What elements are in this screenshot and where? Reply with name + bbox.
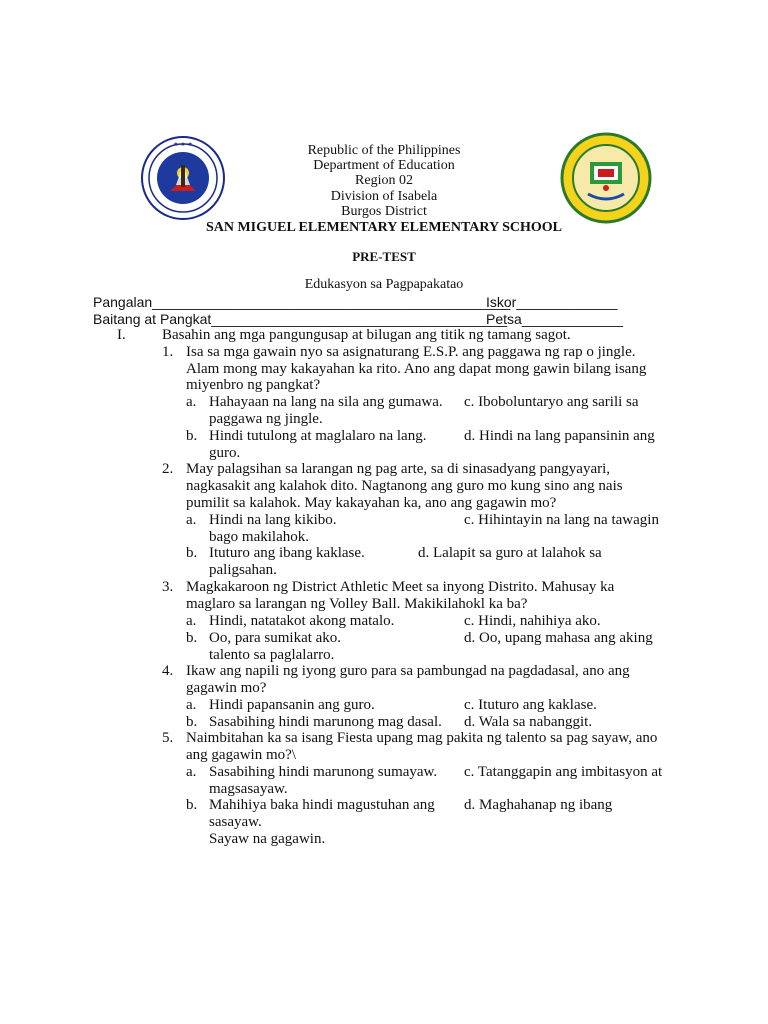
question-text-line: gagawin mo? (186, 680, 267, 696)
choice-c-text[interactable]: c. Iboboluntaryo ang sarili sa (464, 394, 639, 410)
question-text-line: maglaro sa larangan ng Volley Ball. Makikilahokl ka ba? (186, 596, 528, 612)
choice-a-continuation: paggawa ng jingle. (209, 411, 323, 427)
choice-c-text[interactable]: c. Ituturo ang kaklase. (464, 697, 597, 713)
region-line: Region 02 (355, 173, 413, 188)
choice-c-text[interactable]: c. Tatanggapin ang imbitasyon at (464, 764, 663, 780)
department-line: Department of Education (313, 158, 455, 173)
choice-a-text[interactable]: Hahayaan na lang na sila ang gumawa. (209, 394, 443, 410)
question-text-line: miyenbro ng pangkat? (186, 377, 321, 393)
choice-b-text[interactable]: Ituturo ang ibang kaklase. (209, 545, 365, 561)
choice-d-text[interactable]: d. Oo, upang mahasa ang aking (464, 630, 653, 646)
choice-b-letter[interactable]: b. (186, 630, 198, 646)
choice-a-letter[interactable]: a. (186, 697, 197, 713)
choice-a-text[interactable]: Hindi, natatakot akong matalo. (209, 613, 395, 629)
division-line: Division of Isabela (330, 189, 438, 204)
choice-a-letter[interactable]: a. (186, 394, 197, 410)
grade-section-field[interactable]: Baitang at Pangkat______________________________________ (93, 311, 508, 327)
choice-d-text[interactable]: d. Maghahanap ng ibang (464, 797, 613, 813)
date-field[interactable]: Petsa_____________ (486, 311, 624, 327)
choice-a-text[interactable]: Hindi na lang kikibo. (209, 512, 337, 528)
choice-b-letter[interactable]: b. (186, 545, 198, 561)
choice-d-text[interactable]: d. Hindi na lang papansinin ang (464, 428, 655, 444)
question-number: 5. (162, 730, 174, 746)
choice-b-continuation: talento sa paglalarro. (209, 647, 335, 663)
choice-a-text[interactable]: Sasabihing hindi marunong sumayaw. (209, 764, 438, 780)
question-text-line: Alam mong may kakayahan ka rito. Ano ang dapat mong gawin bilang isang (186, 361, 647, 377)
question-number: 3. (162, 579, 174, 595)
choice-a-text[interactable]: Hindi papansanin ang guro. (209, 697, 375, 713)
choice-b-text[interactable]: Sasabihing hindi marunong mag dasal. (209, 714, 442, 730)
choice-a-letter[interactable]: a. (186, 512, 197, 528)
question-number: 4. (162, 663, 174, 679)
subject-title: Edukasyon sa Pagpapakatao (304, 277, 464, 292)
question-text-line: Isa sa mga gawain nyo sa asignaturang E.S.P. ang paggawa ng rap o jingle. (186, 344, 636, 360)
choice-c-text[interactable]: c. Hihintayin na lang na tawagin (464, 512, 659, 528)
question-text-line: ang gagawin mo?\ (186, 747, 296, 763)
question-number: 2. (162, 461, 174, 477)
choice-a-letter[interactable]: a. (186, 613, 197, 629)
choice-b-letter[interactable]: b. (186, 797, 198, 813)
question-text-line: Naimbitahan ka sa isang Fiesta upang mag pakita ng talento sa pag sayaw, ano (186, 730, 658, 746)
choice-a-continuation: bago makilahok. (209, 529, 309, 545)
deped-seal-text: ★ ★ ★ (173, 142, 193, 148)
choice-b-text[interactable]: Oo, para sumikat ako. (209, 630, 342, 646)
choice-b-continuation: guro. (209, 445, 241, 461)
choice-b-continuation: sasayaw. (209, 814, 262, 830)
question-text-line: Magkakaroon ng District Athletic Meet sa inyong Distrito. Mahusay ka (186, 579, 615, 595)
section-roman-numeral: I. (117, 327, 126, 343)
school-name: SAN MIGUEL ELEMENTARY ELEMENTARY SCHOOL (205, 220, 563, 235)
name-field[interactable]: Pangalan______________________________________________ (93, 294, 511, 310)
choice-b-text[interactable]: Hindi tutulong at maglalaro na lang. (209, 428, 427, 444)
question-text-line: pumilit sa kalahok. May kakayahan ka, ano ang gagawin mo? (186, 495, 557, 511)
choice-b-continuation: Sayaw na gagawin. (209, 831, 326, 847)
test-title: PRE-TEST (352, 249, 416, 264)
choice-a-letter[interactable]: a. (186, 764, 197, 780)
republic-line: Republic of the Philippines (307, 143, 461, 158)
score-field[interactable]: Iskor_____________ (486, 294, 618, 310)
choice-d-text[interactable]: d. Wala sa nabanggit. (464, 714, 593, 730)
choice-d-text[interactable]: d. Lalapit sa guro at lalahok sa (418, 545, 602, 561)
district-line: Burgos District (341, 204, 427, 219)
choice-b-text[interactable]: Mahihiya baka hindi magustuhan ang (209, 797, 435, 813)
choice-a-continuation: magsasayaw. (209, 781, 288, 797)
choice-c-text[interactable]: c. Hindi, nahihiya ako. (464, 613, 601, 629)
choice-b-letter[interactable]: b. (186, 428, 198, 444)
question-number: 1. (162, 344, 174, 360)
question-text-line: May palagsihan sa larangan ng pag arte, sa di sinasadyang pangyayari, (186, 461, 611, 477)
question-text-line: nagkasakit ang kalahok dito. Nagtanong ang guro mo kung sino ang nais (186, 478, 623, 494)
choice-b-continuation: paligsahan. (209, 562, 277, 578)
question-text-line: Ikaw ang napili ng iyong guro para sa pambungad na pagdadasal, ano ang (186, 663, 630, 679)
instructions-text: Basahin ang mga pangungusap at bilugan ang titik ng tamang sagot. (162, 327, 571, 343)
choice-b-letter[interactable]: b. (186, 714, 198, 730)
